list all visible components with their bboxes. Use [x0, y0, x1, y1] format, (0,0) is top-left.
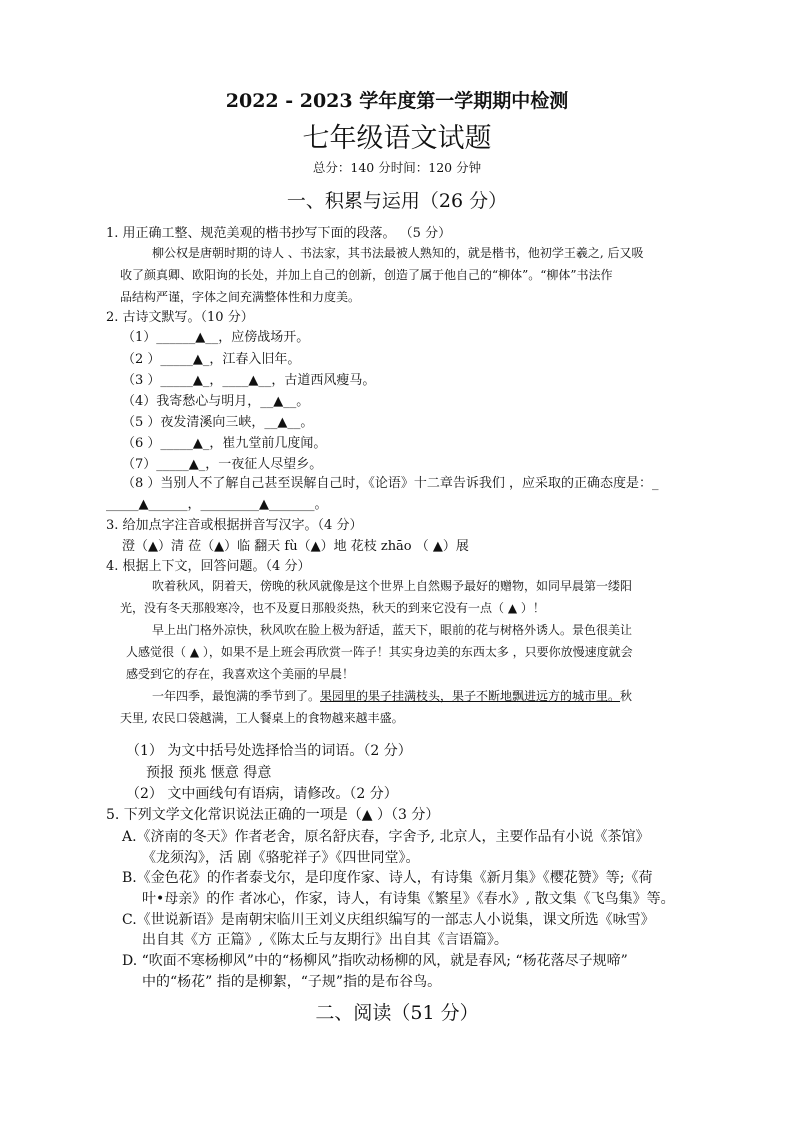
q4-para2-line: 人感觉很（ ▲ ），如果不是上班会再欣赏一阵子！其实身边美的东西太多 ，只要你放慢速度就会 [126, 645, 633, 659]
q2-item: （1）______▲__，应傍战场开。 [122, 330, 310, 345]
q3-line: 澄（▲）清 莅（▲）临 翻天 fù（▲）地 花枝 zhāo （ ▲）展 [122, 539, 469, 554]
q4-sub1: （1） 为文中括号处选择恰当的词语。（2 分） [126, 743, 412, 759]
q4-stem: 4. 根据上下文，回答问题。（4 分） [106, 559, 311, 574]
section2-heading: 二、阅读（51 分） [315, 1002, 479, 1024]
q2-item: （7）_____▲_，一夜征人尽望乡。 [122, 457, 323, 472]
q4-para1-line: 吹着秋风，阴着天，傍晚的秋风就像是这个世界上自然赐予最好的赠物，如同早晨第一缕阳 [152, 579, 633, 593]
q3-stem: 3. 给加点字注音或根据拼音写汉字。（4 分） [106, 518, 363, 533]
q5-stem: 5. 下列文学文化常识说法正确的一项是（▲ ）（3 分） [106, 807, 440, 823]
q5-option-c: C.《世说新语》是南朝宋临川王刘义庆组织编写的一部志人小说集，课文所选《咏雪》 [122, 912, 655, 928]
q4-para3-tail: 秋 [620, 689, 633, 703]
q2-item: _____▲______，_________▲_______。 [106, 497, 328, 512]
q1-line: 收了颜真卿、欧阳询的长处，并加上自己的创新，创造了属于他自己的“柳体”。“柳体”书法作 [120, 268, 613, 282]
q4-para1-line: 光，没有冬天那般寒冷，也不及夏日那般炎热，秋天的到来它没有一点（ ▲ ）！ [120, 601, 545, 615]
q4-options: 预报 预兆 惬意 得意 [146, 765, 272, 781]
q5-option-a: A.《济南的冬天》作者老舍，原名舒庆春，字舍予, 北京人，主要作品有小说《茶馆》 [122, 829, 650, 845]
q4-para3-lead: 一年四季，最饱满的季节到了。 [152, 689, 321, 703]
q5-option-d-cont: 中的“杨花” 指的是柳絮，“子规”指的是布谷鸟。 [142, 974, 442, 990]
q2-item: （3 ）_____▲_，____▲__，古道西风瘦马。 [122, 373, 376, 388]
q2-item: （8 ）当别人不了解自己甚至误解自己时，《论语》十二章告诉我们 ，应采取的正确态度是：_ [122, 476, 659, 491]
q2-stem: 2. 古诗文默写。（10 分） [106, 310, 254, 325]
section1-heading: 一、积累与运用（26 分） [286, 190, 508, 212]
q5-option-b: B.《金色花》的作者泰戈尔，是印度作家、诗人，有诗集《新月集》《樱花赞》等;《荷 [122, 870, 653, 886]
q4-para2-line: 早上出门格外凉快，秋风吹在脸上极为舒适，蓝天下，眼前的花与树格外诱人。景色很美让 [152, 623, 633, 637]
q5-option-c-cont: 出自其《方 正篇》,《陈太丘与友期行》出自其《言语篇》。 [142, 932, 508, 948]
q4-underlined-sentence: 果园里的果子挂满枝头，果子不断地飘进远方的城市里。 [320, 689, 621, 703]
exam-title: 2022 - 2023 学年度第一学期期中检测 [225, 90, 569, 112]
q4-para3-line2: 天里, 农民口袋越满，工人餐桌上的食物越来越丰盛。 [120, 711, 404, 725]
paper-title: 七年级语文试题 [302, 123, 492, 154]
q5-option-b-cont: 叶•母亲》的作 者冰心，作家，诗人，有诗集《繁星》《春水》, 散文集《飞鸟集》等。 [142, 891, 675, 907]
score-time: 总分：140 分时间：120 分钟 [312, 160, 482, 175]
q4-sub2: （2） 文中画线句有语病，请修改。（2 分） [126, 786, 398, 802]
q1-line: 品结构严谨，字体之间充满整体性和力度美。 [120, 290, 361, 304]
q5-option-a-cont: 《龙须沟》，活 剧《骆驼祥子》《四世同堂》。 [142, 850, 420, 866]
q2-item: （4）我寄愁心与明月，__▲__。 [122, 394, 310, 409]
q1-stem: 1. 用正确工整、规范美观的楷书抄写下面的段落。 （5 分） [106, 226, 452, 241]
q1-line: 柳公权是唐朝时期的诗人 、书法家，其书法最被人熟知的，就是楷书，他初学王羲之, 后又吸 [152, 246, 644, 260]
q4-para2-line: 感受到它的存在，我喜欢这个美丽的早晨！ [126, 667, 355, 681]
q2-item: （6 ）_____▲_，崔九堂前几度闻。 [122, 436, 327, 451]
q2-item: （5 ）夜发清溪向三峡，__▲__。 [122, 415, 314, 430]
q4-para3-line [152, 687, 632, 704]
q5-option-d: D. “吹面不寒杨柳风”中的“杨柳风”指吹动杨柳的风，就是春风; “杨花落尽子规啼” [122, 953, 628, 969]
q2-item: （2 ）_____▲_，江春入旧年。 [122, 352, 301, 367]
